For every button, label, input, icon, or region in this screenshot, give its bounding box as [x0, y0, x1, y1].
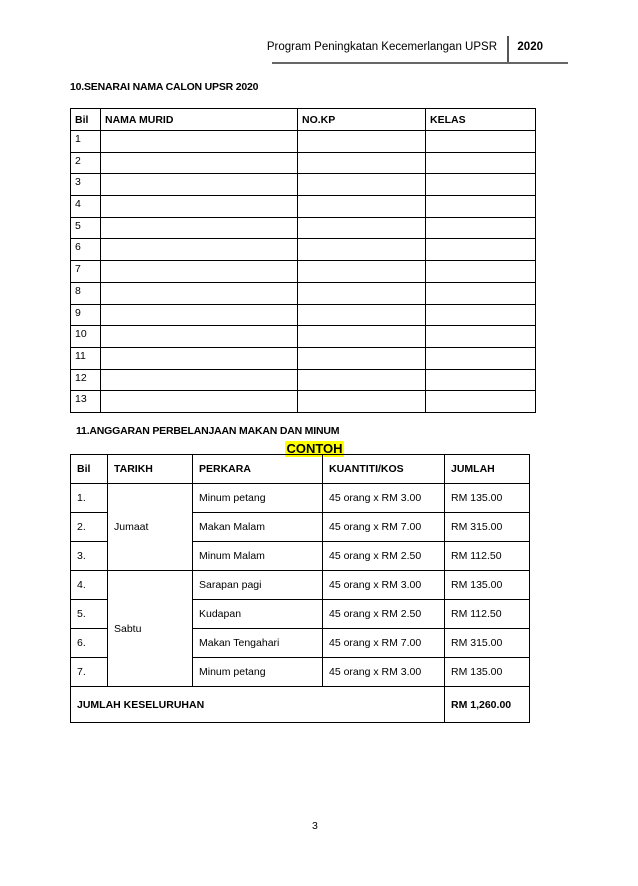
nama-murid-cell[interactable]: [101, 261, 298, 283]
no-kp-cell[interactable]: [298, 347, 426, 369]
bil-cell: 4.: [71, 571, 108, 600]
total-label: JUMLAH KESELURUHAN: [71, 687, 445, 723]
tarikh-cell: Sabtu: [108, 571, 193, 687]
no-kp-cell[interactable]: [298, 239, 426, 261]
kelas-cell[interactable]: [426, 369, 536, 391]
no-kp-cell[interactable]: [298, 217, 426, 239]
no-kp-cell[interactable]: [298, 152, 426, 174]
kelas-cell[interactable]: [426, 391, 536, 413]
kelas-cell[interactable]: [426, 261, 536, 283]
kelas-cell[interactable]: [426, 282, 536, 304]
perkara-cell: Minum Malam: [193, 542, 323, 571]
kuantiti-cell: 45 orang x RM 2.50: [323, 600, 445, 629]
jumlah-cell: RM 135.00: [445, 571, 530, 600]
table-row: [71, 369, 536, 391]
total-row: [71, 687, 530, 723]
kelas-cell[interactable]: [426, 131, 536, 153]
header-rule: [272, 62, 568, 64]
header-year: 2020: [517, 41, 543, 53]
row-number: 6: [71, 239, 101, 261]
row-number: 4: [71, 196, 101, 218]
row-number: 2: [71, 152, 101, 174]
column-header-perkara: PERKARA: [193, 455, 323, 484]
perkara-cell: Kudapan: [193, 600, 323, 629]
row-number: 11: [71, 347, 101, 369]
column-header-nama-murid: NAMA MURID: [101, 109, 298, 131]
nama-murid-cell[interactable]: [101, 369, 298, 391]
bil-cell: 6.: [71, 629, 108, 658]
column-header-tarikh: TARIKH: [108, 455, 193, 484]
bil-cell: 1.: [71, 484, 108, 513]
table-row: [71, 391, 536, 413]
no-kp-cell[interactable]: [298, 391, 426, 413]
nama-murid-cell[interactable]: [101, 239, 298, 261]
row-number: 8: [71, 282, 101, 304]
row-number: 13: [71, 391, 101, 413]
kelas-cell[interactable]: [426, 326, 536, 348]
nama-murid-cell[interactable]: [101, 174, 298, 196]
kelas-cell[interactable]: [426, 174, 536, 196]
table-row: [71, 239, 536, 261]
header-title: Program Peningkatan Kecemerlangan UPSR: [266, 41, 497, 53]
row-number: 7: [71, 261, 101, 283]
table-row: [71, 304, 536, 326]
table-row: [71, 217, 536, 239]
kuantiti-cell: 45 orang x RM 3.00: [323, 571, 445, 600]
row-number: 1: [71, 131, 101, 153]
header-separator: [507, 36, 509, 64]
tarikh-cell: Jumaat: [108, 484, 193, 571]
no-kp-cell[interactable]: [298, 131, 426, 153]
nama-murid-cell[interactable]: [101, 282, 298, 304]
row-number: 12: [71, 369, 101, 391]
jumlah-cell: RM 315.00: [445, 513, 530, 542]
kelas-cell[interactable]: [426, 152, 536, 174]
no-kp-cell[interactable]: [298, 326, 426, 348]
section-10-heading: 10.SENARAI NAMA CALON UPSR 2020: [70, 81, 259, 93]
jumlah-cell: RM 112.50: [445, 600, 530, 629]
table-row: [71, 196, 536, 218]
nama-murid-cell[interactable]: [101, 196, 298, 218]
kuantiti-cell: 45 orang x RM 3.00: [323, 484, 445, 513]
no-kp-cell[interactable]: [298, 174, 426, 196]
expense-table: [70, 454, 530, 723]
column-header-no-kp: NO.KP: [298, 109, 426, 131]
column-header-bil: Bil: [71, 455, 108, 484]
kuantiti-cell: 45 orang x RM 2.50: [323, 542, 445, 571]
perkara-cell: Makan Tengahari: [193, 629, 323, 658]
row-number: 10: [71, 326, 101, 348]
no-kp-cell[interactable]: [298, 196, 426, 218]
page-number: 3: [312, 820, 318, 832]
kuantiti-cell: 45 orang x RM 7.00: [323, 513, 445, 542]
perkara-cell: Minum petang: [193, 658, 323, 687]
column-header-bil: Bil: [71, 109, 101, 131]
kuantiti-cell: 45 orang x RM 3.00: [323, 658, 445, 687]
row-number: 9: [71, 304, 101, 326]
kelas-cell[interactable]: [426, 304, 536, 326]
no-kp-cell[interactable]: [298, 369, 426, 391]
kelas-cell[interactable]: [426, 217, 536, 239]
table-row: [71, 484, 530, 513]
no-kp-cell[interactable]: [298, 304, 426, 326]
page-header: [266, 36, 568, 64]
example-badge: CONTOH: [286, 441, 343, 456]
bil-cell: 2.: [71, 513, 108, 542]
jumlah-cell: RM 315.00: [445, 629, 530, 658]
nama-murid-cell[interactable]: [101, 391, 298, 413]
table-row: [71, 282, 536, 304]
nama-murid-cell[interactable]: [101, 217, 298, 239]
column-header-kuantiti-kos: KUANTITI/KOS: [323, 455, 445, 484]
nama-murid-cell[interactable]: [101, 304, 298, 326]
table-row: [71, 131, 536, 153]
kelas-cell[interactable]: [426, 347, 536, 369]
jumlah-cell: RM 135.00: [445, 658, 530, 687]
perkara-cell: Minum petang: [193, 484, 323, 513]
nama-murid-cell[interactable]: [101, 347, 298, 369]
table-row: [71, 571, 530, 600]
no-kp-cell[interactable]: [298, 261, 426, 283]
table-row: [71, 326, 536, 348]
column-header-kelas: KELAS: [426, 109, 536, 131]
table-row: [71, 152, 536, 174]
jumlah-cell: RM 112.50: [445, 542, 530, 571]
nama-murid-cell[interactable]: [101, 152, 298, 174]
section-11-heading: 11.ANGGARAN PERBELANJAAN MAKAN DAN MINUM: [76, 425, 340, 437]
no-kp-cell[interactable]: [298, 282, 426, 304]
jumlah-cell: RM 135.00: [445, 484, 530, 513]
kelas-cell[interactable]: [426, 196, 536, 218]
kuantiti-cell: 45 orang x RM 7.00: [323, 629, 445, 658]
column-header-jumlah: JUMLAH: [445, 455, 530, 484]
table-row: [71, 347, 536, 369]
row-number: 3: [71, 174, 101, 196]
row-number: 5: [71, 217, 101, 239]
kelas-cell[interactable]: [426, 239, 536, 261]
nama-murid-cell[interactable]: [101, 326, 298, 348]
perkara-cell: Makan Malam: [193, 513, 323, 542]
bil-cell: 3.: [71, 542, 108, 571]
total-value: RM 1,260.00: [445, 687, 530, 723]
table-row: [71, 174, 536, 196]
candidate-list-table: [70, 108, 536, 413]
table-row: [71, 261, 536, 283]
bil-cell: 5.: [71, 600, 108, 629]
perkara-cell: Sarapan pagi: [193, 571, 323, 600]
table-header-row: [71, 455, 530, 484]
nama-murid-cell[interactable]: [101, 131, 298, 153]
table-header-row: [71, 109, 536, 131]
bil-cell: 7.: [71, 658, 108, 687]
